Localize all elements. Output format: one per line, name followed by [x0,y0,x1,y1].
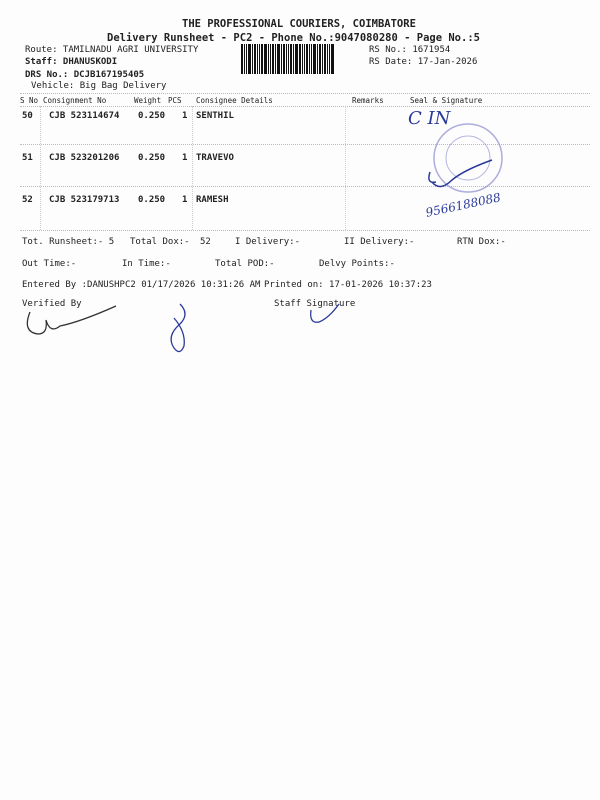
rs-date: RS Date: 17-Jan-2026 [369,57,478,67]
out-time: Out Time:- [22,259,77,269]
row-consignment-no: CJB 523201206 [49,153,120,163]
row-sno: 51 [22,153,33,163]
delvy-points: Delvy Points:- [319,259,395,269]
ii-delivery: II Delivery:- [344,237,415,247]
total-dox-value: 52 [200,237,211,247]
in-time: In Time:- [122,259,171,269]
rs-number: RS No.: 1671954 [369,45,451,55]
row-consignment-no: CJB 523179713 [49,195,120,205]
staff: Staff: DHANUSKODI [25,57,118,67]
col-weight: Weight [134,96,162,105]
row-consignment-no: CJB 523114674 [49,111,120,121]
col-consignee: Consignee Details [196,96,273,105]
printed-on: Printed on: 17-01-2026 10:37:23 [264,280,432,290]
verifier-signature [18,300,118,340]
row-consignee: RAMESH [196,195,229,205]
rtn-dox: RTN Dox:- [457,237,506,247]
runsheet-subtitle: Delivery Runsheet - PC2 - Phone No.:9047080280 - Page No.:5 [107,32,480,44]
total-pod: Total POD:- [215,259,275,269]
col-remarks: Remarks [352,96,384,105]
tot-runsheet: Tot. Runsheet:- 5 [22,237,115,247]
staff-signature-label: Staff Signature [274,299,356,309]
col-pcs: PCS [168,96,182,105]
row-sno: 52 [22,195,33,205]
row-weight: 0.250 [138,111,166,121]
row-pcs: 1 [182,195,188,205]
row-sno: 50 [22,111,33,121]
row-weight: 0.250 [138,153,166,163]
vehicle: Vehicle: Big Bag Delivery [31,81,167,91]
staff-signature [305,300,345,330]
col-seal-signature: Seal & Signature [410,96,483,105]
drs-number: DRS No.: DCJB167195405 [25,70,145,80]
verified-by: Verified By [22,299,82,309]
entered-by: Entered By :DANUSHPC2 01/17/2026 10:31:26 AM [22,280,261,290]
total-dox-label: Total Dox:- [130,237,190,247]
barcode [241,44,366,74]
row-consignee: SENTHIL [196,111,234,121]
route: Route: TAMILNADU AGRI UNIVERSITY [25,45,199,55]
row-pcs: 1 [182,153,188,163]
row-pcs: 1 [182,111,188,121]
handwritten-note: C IN [408,108,451,129]
col-consignment-no: Consignment No [43,96,107,105]
i-delivery: I Delivery:- [235,237,301,247]
signature-scribble [160,300,200,360]
col-sno: S No [20,96,39,105]
handwritten-phone: 9566188088 [424,190,502,220]
company-title: THE PROFESSIONAL COURIERS, COIMBATORE [182,18,416,30]
row-weight: 0.250 [138,195,166,205]
row-consignee: TRAVEVO [196,153,234,163]
